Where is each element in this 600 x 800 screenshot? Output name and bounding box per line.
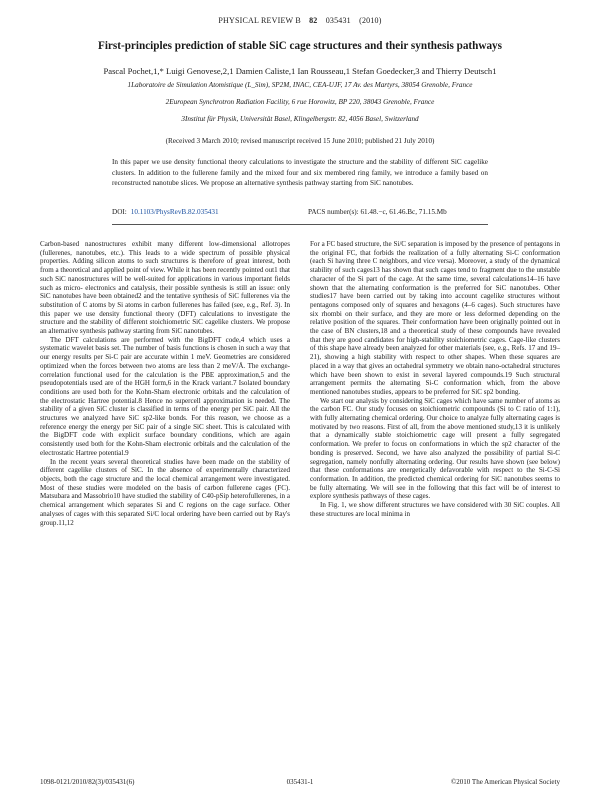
- abstract: In this paper we use density functional theory calculations to investigate the structure and the stability of different SiC cagelike clusters. In addition to the fullerene family and the mixed four and six membered ring family, we introduce a family based on reconstructed nanotube slices. We propose an alternative synthesis pathway starting from SiC nanotubes.: [112, 158, 488, 188]
- paragraph: For a FC based structure, the Si/C separation is imposed by the presence of pentagons in the original FC, that forbids the realization of a fully alternating Si-C conformation (each Si having three C neighbors, and vice versa). Moreover, a study of the dynamical stability of such cages13 has shown that such cages tend to fragment due to the unstable character of the Si part of the cage. At the same time, several calculations14–16 have shown that the alternating conformation is the preferred for SiC nanotubes. Other studies17 have been carried out by taking into account cagelike structures without pentagons composed only of squares and hexagons (4–6 cages). Such structures have six rhombi on their surface, and they are more or less deformed depending on the relative position of the squares. Their conformation have been originally pointed out in the case of BN clusters,18 and a theoretical study of these compounds have revealed that they are good candidates for high-stability stoichiometric cages. Cage-like clusters of this shape have already been analyzed for other materials (see, e.g., Refs. 17 and 19–21), showing a high stability with respect to other shapes. When these squares are placed in a way that gives an octahedral symmetry we obtain nano-octahedral structures which have been shown to exist in several layered compounds.19 Such structural arrangement permits the alternating Si-C conformation which, from the above mentioned nanotubes studies, appears to be preferred for SiC sp2 bonding.: [310, 240, 560, 396]
- doi-label: DOI:: [112, 208, 127, 216]
- copyright-notice: ©2010 The American Physical Society: [450, 778, 560, 786]
- pacs-numbers: PACS number(s): 61.48.−c, 61.46.Bc, 71.15.Mb: [308, 208, 447, 216]
- received-dates: (Received 3 March 2010; revised manuscript received 15 June 2010; published 21 July 2010): [165, 137, 435, 145]
- author-list: Pascal Pochet,1,* Luigi Genovese,2,1 Damien Caliste,1 Ian Rousseau,1 Stefan Goedecker,3 and Thierry Deutsch1: [103, 66, 497, 76]
- affiliation-2: 2European Synchrotron Radiation Facility, 6 rue Horowitz, BP 220, 38043 Grenoble, France: [165, 98, 435, 106]
- affiliation-1: 1Laboratoire de Simulation Atomistique (L_Sim), SP2M, INAC, CEA-UJF, 17 Av. des Martyrs, 38054 Grenoble, France: [127, 81, 473, 89]
- paragraph: In Fig. 1, we show different structures we have considered with 30 SiC couples. All these structures are local minima in: [310, 501, 560, 518]
- affiliation-3: 3Institut für Physik, Universität Basel, Klingelbergstr. 82, 4056 Basel, Switzerland: [181, 115, 419, 123]
- journal-name: PHYSICAL REVIEW B: [218, 16, 301, 25]
- paragraph: Carbon-based nanostructures exhibit many different low-dimensional allotropes (fullerenes, nanotubes, etc.). This leads to a wide spectrum of possible physical properties. Adding silicon atoms to such structures is therefore of great interest, both from a theoretical and applied point of view. While it has been recently pointed out1 that such SiC nanostructures will be well-suited for applications in various important fields such as micro- electronics and catalysis, their possible synthesis is still an issue: only SiC nanotubes have been obtained2 and the tentative synthesis of SiC fullerenes via the substitution of C atoms by Si atoms in carbon fullerenes has failed (see, e.g., Ref. 3). In this paper we use density functional theory (DFT) calculations to investigate the structure and the stability of different stoichiometric SiC cagelike clusters. We propose an alternative synthesis pathway starting from SiC nanotubes.: [40, 240, 290, 336]
- paragraph: The DFT calculations are performed with the BigDFT code,4 which uses a systematic wavelet basis set. The number of basis functions is chosen in such a way that our energy results per Si-C pair are accurate within 1 meV. Geometries are considered optimized when the forces between two atoms are less than 2 meV/Å. The exchange-correlation functional used for the calculation is the PBE approximation,5 and the pseudopotentials used are of the HGH form,6 in the Krack variant.7 Isolated boundary conditions are used both for the Kohn-Sham electronic orbitals and the calculation of the electrostatic Hartree potential.8 Hence no supercell approximation is needed. The stability of a given SiC cluster is classified in terms of the energy per SiC pair. All the structures we analyzed have SiC sp2-like bonds. For this reason, we choose as a reference energy the energy per SiC pair of a single SiC sheet. This is calculated with the BigDFT code with explicit surface boundary conditions, which are again consistently used both for the Kohn-Sham electronic orbitals and the calculation of the electrostatic Hartree potential.9: [40, 335, 290, 457]
- doi-pacs-line: [112, 208, 488, 216]
- right-column: [310, 240, 560, 519]
- article-number: 035431: [325, 16, 351, 25]
- publication-year: (2010): [359, 16, 382, 25]
- paragraph: In the recent years several theoretical studies have been made on the stability of different cagelike clusters of SiC. In the absence of experimentally characterized objects, both the cage structure and the local chemical arrangement were investigated. Most of these studies were modeled on the basis of carbon fullerene cages (FC). Matsubara and Massobrio10 have studied the stability of C40-pSip heterofullerenes, in a chemical arrangement which separates Si and C regions on the cage surface. Other analyses of cages with this separated Si/C local ordering have been carried out by Ray's group.11,12: [40, 457, 290, 527]
- paper-title: First-principles prediction of stable SiC cage structures and their synthesis pathways: [97, 40, 502, 52]
- doi-link[interactable]: 10.1103/PhysRevB.82.035431: [130, 208, 219, 216]
- running-header: [0, 16, 600, 25]
- issn-code: 1098-0121/2010/82(3)/035431(6): [40, 778, 135, 786]
- paragraph: We start our analysis by considering SiC cages which have same number of atoms as the carbon FC. Our study focuses on stoichiometric compounds (Si to C ratio of 1:1), with fully alternating chemical ordering. Our choice to analyze fully alternating cages is motivated by two reasons. First of all, from the above mentioned study,13 it is unlikely that a dynamically stable stoichiometric cage will present a fully segregated conformation. We prefer to focus on conformations in which the sp2 character of the bonding is preserved. Second, we have also analyzed the possibility of partial Si-C segregation, namely nonfully alternating ordering. Our results have shown (see below) that these conformations are energetically defavorable with respect to the Si-C-Si conformation. In addition, the predicted chemical ordering for SiC nanotubes seems to be fully alternating. We will see in the following that this fact will be of interest to explore synthesis pathways of these cages.: [310, 396, 560, 501]
- volume-number: 82: [309, 16, 318, 25]
- section-divider: [112, 224, 488, 225]
- page-number: 035431-1: [286, 778, 314, 786]
- left-column: [40, 240, 290, 527]
